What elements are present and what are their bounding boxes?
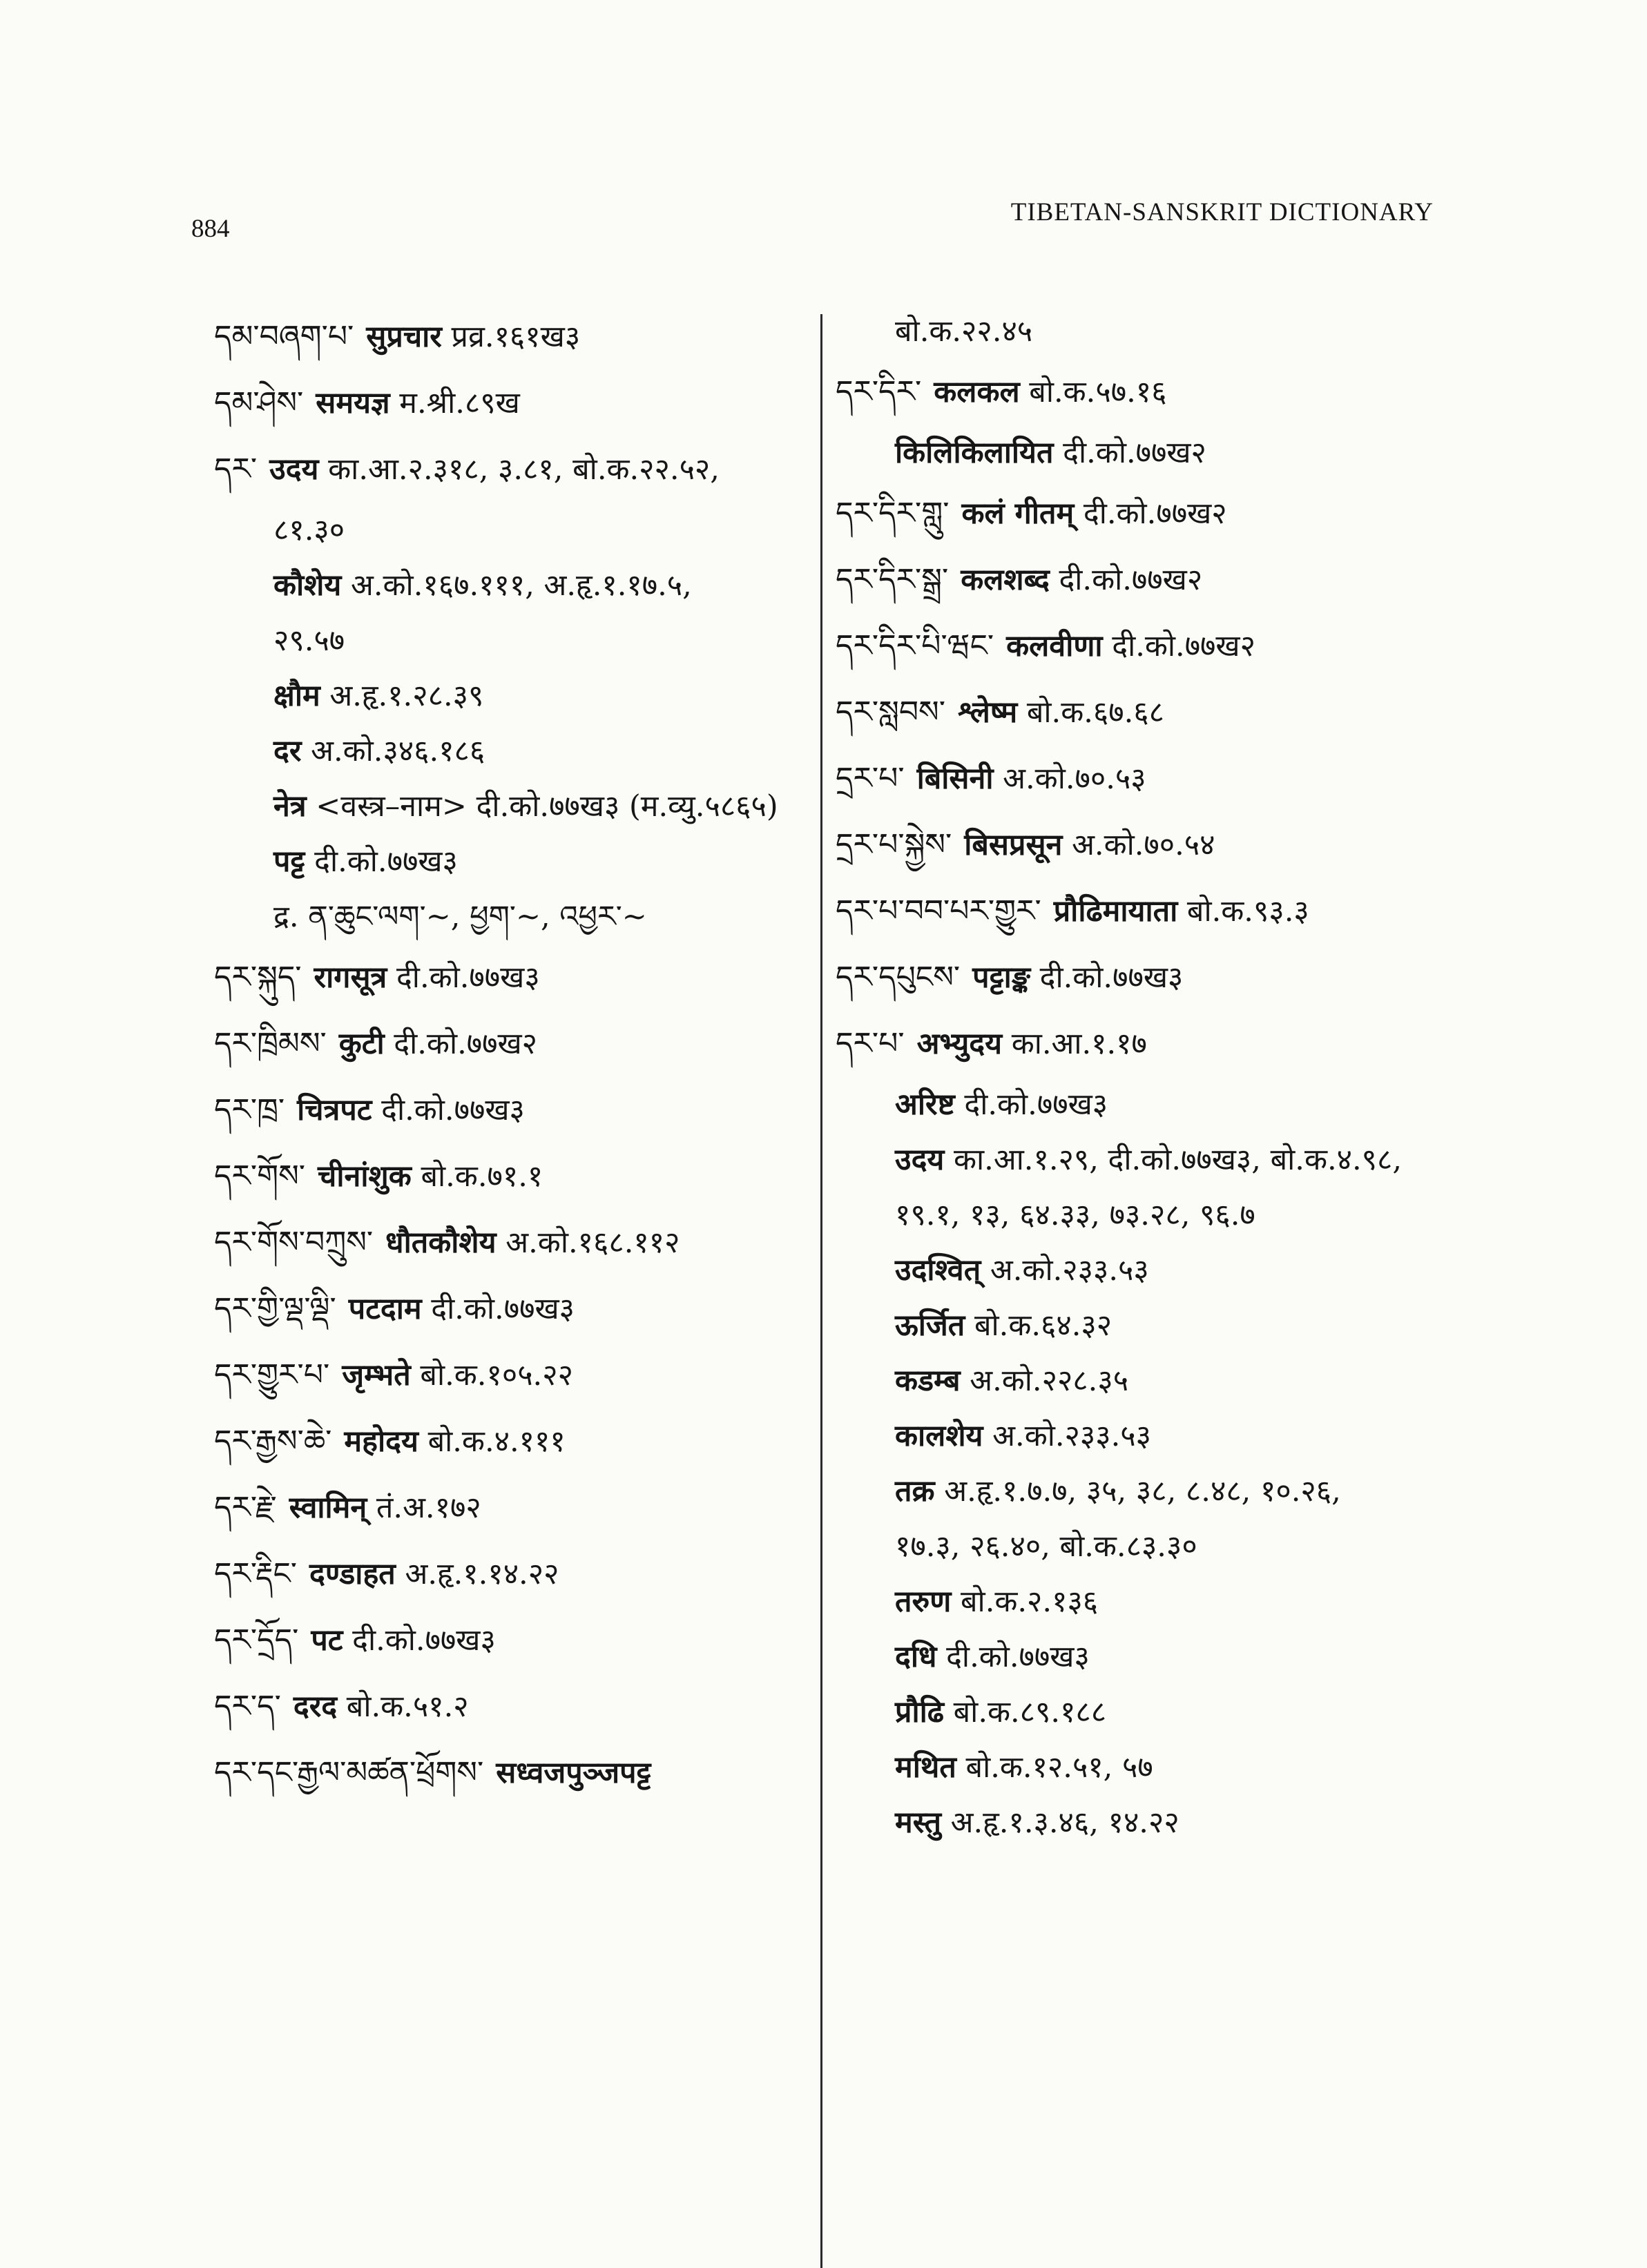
dictionary-entry	[214, 1276, 808, 1342]
source-reference: अ.हृ.१.२८.३९	[329, 679, 484, 713]
source-reference: बो.क.५७.१६	[1029, 375, 1167, 409]
dictionary-entry	[214, 370, 808, 436]
source-reference: अ.को.२२८.३५	[970, 1364, 1129, 1398]
tibetan-headword: དར་རྗེ་	[214, 1490, 277, 1525]
tibetan-headword: དར་	[214, 452, 258, 487]
sanskrit-equivalent: कडम्ब	[895, 1364, 961, 1398]
sanskrit-equivalent: कलवीणा	[1006, 629, 1103, 663]
sanskrit-equivalent: श्लेष्म	[957, 695, 1018, 730]
continuation-line	[836, 1188, 1457, 1243]
tibetan-headword: དར་པ་	[836, 1026, 905, 1061]
source-reference: दी.को.७७ख२	[1059, 563, 1203, 597]
source-reference: तं.अ.१७२	[376, 1491, 481, 1525]
source-reference: दी.को.७७ख२	[394, 1027, 538, 1061]
sense-line	[836, 1408, 1457, 1464]
sanskrit-equivalent: जृम्भते	[342, 1358, 411, 1393]
tibetan-headword: དར་གོས་	[214, 1159, 306, 1194]
sanskrit-equivalent: दण्डाहत	[309, 1557, 396, 1591]
tibetan-headword: དར་དིར་པི་ཝང་	[836, 628, 994, 663]
source-reference: अ.को.१६७.१११, अ.हृ.१.१७.५,	[351, 568, 692, 603]
sense-line	[836, 1629, 1457, 1685]
source-reference: अ.को.७०.५३	[1003, 762, 1146, 796]
sanskrit-equivalent: कलशब्द	[961, 563, 1050, 597]
tibetan-headword: དར་དང་རྒྱལ་མཚན་ཕྲོགས་	[214, 1755, 484, 1790]
source-reference: दी.को.७७ख३	[946, 1640, 1090, 1674]
dictionary-entry	[214, 1408, 808, 1475]
source-reference: बो.क.७१.१	[421, 1159, 543, 1194]
right-column	[836, 304, 1457, 1850]
sanskrit-equivalent: दरद	[293, 1689, 338, 1724]
running-title: TIBETAN-SANSKRIT DICTIONARY	[1010, 198, 1434, 226]
sanskrit-equivalent: बिसिनी	[916, 762, 994, 796]
dictionary-entry	[836, 878, 1457, 944]
sanskrit-equivalent: प्रौढिमायाता	[1053, 894, 1178, 929]
source-reference: अ.को.२३३.५३	[990, 1253, 1149, 1288]
tibetan-headword: དར་གྱུར་པ་	[214, 1357, 330, 1393]
source-reference: का.आ.१.१७	[1011, 1027, 1147, 1061]
source-reference: दी.को.७७ख२	[1083, 496, 1227, 531]
sense-line	[836, 1740, 1457, 1795]
source-reference: का.आ.१.२९, दी.को.७७ख३, बो.क.४.९८,	[954, 1143, 1403, 1177]
source-reference: बो.क.६४.३२	[974, 1308, 1113, 1343]
source-reference: <वस्त्र–नाम> दी.को.७७ख३ (म.व्यु.५८६५)	[316, 789, 778, 824]
source-reference: दी.को.७७ख३	[396, 960, 540, 995]
dictionary-entry	[214, 1342, 808, 1408]
page-number: 884	[191, 215, 230, 243]
dictionary-entry	[214, 1607, 808, 1674]
source-reference: प्रव्र.१६१ख३	[451, 320, 581, 354]
dictionary-entry	[214, 944, 808, 1011]
source-reference: अ.हृ.१.१४.२२	[405, 1557, 559, 1591]
source-reference: दी.को.७७ख३	[352, 1623, 496, 1658]
source-reference: बो.क.४.१११	[427, 1424, 566, 1459]
dictionary-entry	[214, 1674, 808, 1740]
dictionary-entry	[214, 1210, 808, 1276]
sanskrit-equivalent: उदश्वित्	[895, 1253, 981, 1288]
sanskrit-equivalent: उदय	[269, 452, 319, 487]
tibetan-headword: དར་ཁྲིམས་	[214, 1026, 327, 1061]
dictionary-entry	[214, 1740, 808, 1806]
left-column	[214, 304, 808, 1806]
sanskrit-equivalent: मस्तु	[895, 1805, 941, 1840]
source-reference: का.आ.२.३१८, ३.८१, बो.क.२२.५२,	[328, 452, 720, 487]
source-reference: बो.क.९३.३	[1186, 894, 1309, 929]
sanskrit-equivalent: अरिष्ट	[895, 1087, 955, 1122]
dictionary-entry	[214, 304, 808, 370]
sanskrit-equivalent: चित्रपट	[297, 1093, 372, 1127]
sanskrit-equivalent: नेत्र	[273, 789, 307, 824]
sanskrit-equivalent: चीनांशुक	[318, 1159, 412, 1194]
dictionary-entry	[214, 1011, 808, 1077]
sense-line	[214, 889, 808, 944]
dictionary-entry	[836, 613, 1457, 679]
sanskrit-equivalent: मथित	[895, 1750, 956, 1785]
sanskrit-equivalent: रागसूत्र	[314, 960, 387, 995]
source-reference: बो.क.२.१३६	[961, 1584, 1099, 1619]
source-reference: अ.को.१६८.११२	[505, 1225, 680, 1260]
sense-line	[836, 1132, 1457, 1188]
sanskrit-equivalent: पटदाम	[348, 1292, 422, 1326]
sense-line	[836, 1685, 1457, 1740]
tibetan-headword: དར་སླབས་	[836, 695, 945, 730]
tibetan-headword: དར་གྱི་ལྡ་ལྡི་	[214, 1291, 336, 1326]
sanskrit-equivalent: स्वामिन्	[289, 1491, 367, 1525]
sanskrit-equivalent: दर	[273, 734, 302, 768]
sanskrit-equivalent: ऊर्जित	[895, 1308, 965, 1343]
sanskrit-equivalent: पट्टाङ्क	[972, 960, 1030, 995]
sanskrit-equivalent: सध्वजपुञ्जपट्ट	[496, 1756, 651, 1790]
sense-line	[836, 1574, 1457, 1629]
source-reference: बो.क.१०५.२२	[420, 1358, 573, 1393]
sanskrit-equivalent: उदय	[895, 1143, 945, 1177]
sanskrit-equivalent: तरुण	[895, 1584, 952, 1619]
tibetan-headword: དར་དིར་གླུ་	[836, 496, 950, 531]
source-reference: अ.को.२३३.५३	[992, 1419, 1151, 1453]
tibetan-headword: དར་ཁྲ་	[214, 1092, 285, 1127]
dictionary-entry	[836, 944, 1457, 1011]
sense-line	[836, 1353, 1457, 1408]
sanskrit-equivalent: अभ्युदय	[916, 1027, 1003, 1061]
sense-line	[214, 668, 808, 724]
source-reference: म.श्री.८९ख	[399, 386, 520, 420]
tibetan-headword: དྲར་པ་	[836, 761, 905, 796]
continuation-line	[214, 503, 808, 558]
dictionary-entry	[214, 1541, 808, 1607]
source-reference: अ.को.७०.५४	[1072, 828, 1215, 862]
dictionary-entry	[214, 1077, 808, 1143]
source-reference: बो.क.८९.१८८	[953, 1695, 1107, 1729]
tibetan-headword: དར་དཔུངས་	[836, 960, 961, 995]
reference-continuation: १७.३, २६.४०, बो.क.८३.३०	[895, 1529, 1197, 1564]
dictionary-entry	[836, 746, 1457, 812]
source-reference: द्र. ན་ཆུང་ལག་~, ཕྱག་~, འཕྱར་~	[273, 900, 647, 934]
sense-line	[836, 1298, 1457, 1353]
source-reference: बो.क.५१.२	[346, 1689, 469, 1724]
sanskrit-equivalent: किलिकिलायित	[895, 436, 1054, 470]
tibetan-headword: དམ་བཞག་པ་	[214, 319, 354, 354]
sanskrit-equivalent: तक्र	[895, 1474, 935, 1509]
sense-line	[214, 558, 808, 613]
source-reference: बो.क.६७.६८	[1026, 695, 1165, 730]
sanskrit-equivalent: कौशेय	[273, 568, 342, 603]
sanskrit-equivalent: कलं गीतम्	[961, 496, 1075, 531]
sense-line	[214, 724, 808, 779]
sanskrit-equivalent: कालशेय	[895, 1419, 983, 1453]
sanskrit-equivalent: महोदय	[344, 1424, 418, 1459]
reference-continuation: ८१.३०	[273, 513, 345, 547]
dictionary-entry	[836, 1011, 1457, 1077]
tibetan-headword: དར་གོས་བཀྲུས་	[214, 1225, 374, 1260]
tibetan-headword: དྲར་པ་སྐྱེས་	[836, 827, 952, 862]
sanskrit-equivalent: सुप्रचार	[366, 320, 442, 354]
dictionary-entry	[214, 436, 808, 503]
continuation-line	[214, 613, 808, 668]
tibetan-headword: དར་ད་	[214, 1689, 281, 1724]
source-reference: दी.को.७७ख२	[1063, 436, 1206, 470]
dictionary-entry	[836, 481, 1457, 547]
sense-line	[836, 1077, 1457, 1132]
sanskrit-equivalent: धौतकौशेय	[385, 1225, 497, 1260]
sanskrit-equivalent: दधि	[895, 1640, 937, 1674]
sense-line	[836, 425, 1457, 481]
source-reference: दी.को.७७ख२	[1112, 629, 1255, 663]
sense-line	[836, 1464, 1457, 1519]
sanskrit-equivalent: प्रौढि	[895, 1695, 944, 1729]
tibetan-headword: དར་དྲོད་	[214, 1622, 299, 1658]
source-reference: दी.को.७७ख३	[1039, 960, 1184, 995]
source-reference: अ.को.३४६.१८६	[311, 734, 485, 768]
dictionary-entry	[836, 359, 1457, 425]
sanskrit-equivalent: समयज्ञ	[316, 386, 390, 420]
sense-line	[836, 1243, 1457, 1298]
tibetan-headword: དར་རྡིང་	[214, 1556, 298, 1591]
continuation-line	[836, 1519, 1457, 1574]
sanskrit-equivalent: क्षौम	[273, 679, 320, 713]
source-reference: दी.को.७७ख३	[431, 1292, 575, 1326]
tibetan-headword: དར་རྒྱས་ཆེ་	[214, 1424, 332, 1459]
continuation-line	[836, 304, 1457, 359]
dictionary-entry	[836, 812, 1457, 878]
column-divider	[820, 314, 822, 2268]
source-reference: बो.क.१२.५१, ५७	[965, 1750, 1153, 1785]
sense-line	[836, 1795, 1457, 1850]
sanskrit-equivalent: कुटी	[338, 1027, 385, 1061]
dictionary-entry	[836, 547, 1457, 613]
tibetan-headword: དར་དིར་	[836, 374, 922, 409]
reference-continuation: १९.१, १३, ६४.३३, ७३.२८, ९६.७	[895, 1198, 1255, 1232]
source-reference: दी.को.७७ख३	[964, 1087, 1108, 1122]
sanskrit-equivalent: कलकल	[934, 375, 1020, 409]
dictionary-entry	[836, 679, 1457, 746]
sanskrit-equivalent: बिसप्रसून	[964, 828, 1063, 862]
reference-continuation: २९.५७	[273, 623, 345, 658]
sense-line	[214, 779, 808, 834]
tibetan-headword: དར་དིར་སྒྲ་	[836, 562, 949, 597]
sanskrit-equivalent: पट	[311, 1623, 343, 1658]
dictionary-entry	[214, 1143, 808, 1210]
source-reference: अ.हृ.१.७.७, ३५, ३८, ८.४८, १०.२६,	[944, 1474, 1341, 1509]
reference-continuation: बो.क.२२.४५	[895, 314, 1033, 349]
tibetan-headword: དར་སྐུད་	[214, 960, 302, 995]
tibetan-headword: དམ་ཤེས་	[214, 385, 304, 420]
sanskrit-equivalent: पट्ट	[273, 844, 305, 879]
tibetan-headword: དར་པ་བབ་པར་གྱུར་	[836, 893, 1041, 929]
sense-line	[214, 834, 808, 889]
dictionary-entry	[214, 1475, 808, 1541]
source-reference: अ.हृ.१.३.४६, १४.२२	[950, 1805, 1179, 1840]
source-reference: दी.को.७७ख३	[314, 844, 458, 879]
source-reference: दी.को.७७ख३	[381, 1093, 525, 1127]
